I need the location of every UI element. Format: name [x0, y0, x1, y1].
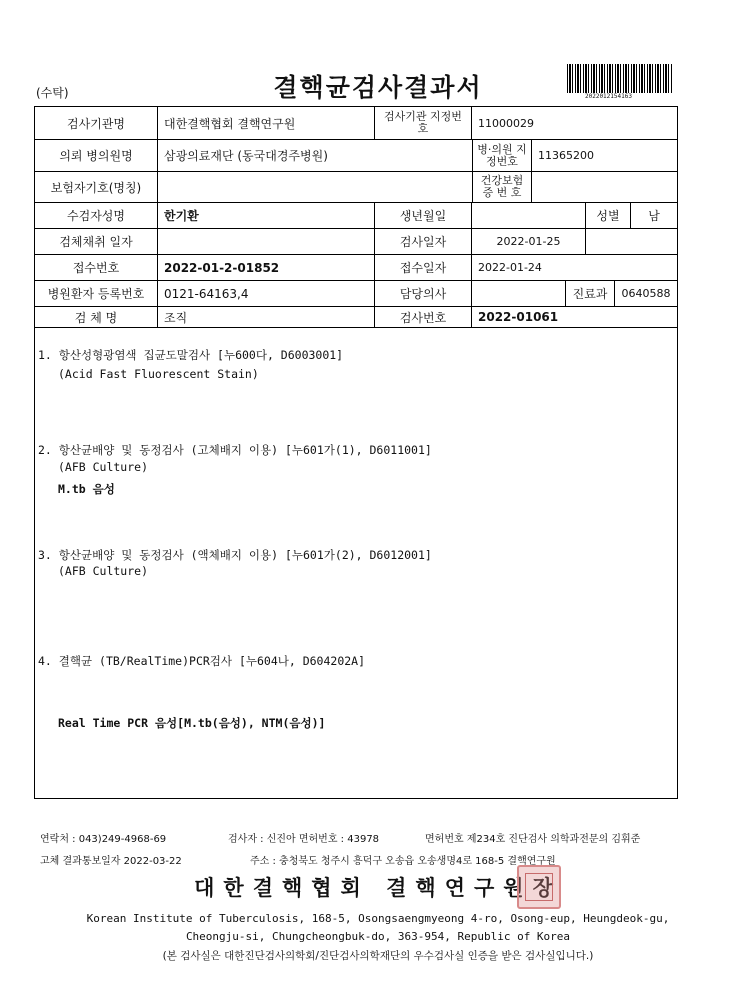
test-date-value: 2022-01-25: [471, 228, 586, 255]
result-2-value: M.tb 음성: [58, 482, 115, 496]
specimen-label: 검 체 명: [34, 306, 158, 328]
result-4-title: 4. 결핵균 (TB/RealTime)PCR검사 [누604나, D604202A]: [38, 654, 366, 668]
collect-date-value: [157, 228, 375, 255]
inst-code-label: 검사기관 지정번호: [374, 106, 472, 140]
report-date: 고체 결과통보일자 2022-03-22: [40, 856, 182, 867]
address: 주소 : 충청북도 청주시 흥덕구 오송읍 오송생명4로 168-5 결핵연구원: [250, 856, 556, 867]
doctor-value: [471, 280, 566, 307]
examiner-info: 검사자 : 신진아 면허번호 : 43978: [228, 834, 380, 845]
health-no-label: 건강보험 증 번 호: [472, 171, 532, 203]
birth-value: [471, 202, 586, 229]
health-no-value: [531, 171, 678, 203]
reg-no-value: 0121-64163,4: [157, 280, 375, 307]
result-3-title: 3. 항산균배양 및 동정검사 (액체배지 이용) [누601가(2), D6012001]: [38, 548, 432, 562]
test-date-blank: [585, 228, 678, 255]
req-hosp-label: 의뢰 병의원명: [34, 139, 158, 172]
patient-name-label: 수검자성명: [34, 202, 158, 229]
test-no-value: 2022-01061: [471, 306, 678, 328]
specimen-value: 조직: [157, 306, 375, 328]
clinic-code-value: 11365200: [531, 139, 678, 172]
test-date-label: 검사일자: [374, 228, 472, 255]
collect-date-label: 검체채취 일자: [34, 228, 158, 255]
result-1-subtitle: (Acid Fast Fluorescent Stain): [58, 367, 259, 381]
document-title: 결핵균검사결과서: [273, 73, 483, 102]
receipt-date-value: 2022-01-24: [471, 254, 678, 281]
dept-label: 진료과: [565, 280, 615, 307]
inst-name-label: 검사기관명: [34, 106, 158, 140]
doctor-label: 담당의사: [374, 280, 472, 307]
inst-code-value: 11000029: [471, 106, 678, 140]
patient-name-value: 한기환: [157, 202, 375, 229]
dept-value: 0640588: [614, 280, 678, 307]
result-4-value: Real Time PCR 음성[M.tb(음성), NTM(음성)]: [58, 716, 326, 730]
result-2-title: 2. 항산균배양 및 동정검사 (고체배지 이용) [누601가(1), D6011001]: [38, 443, 432, 457]
reg-no-label: 병원환자 등록번호: [34, 280, 158, 307]
receipt-date-label: 접수일자: [374, 254, 472, 281]
hospital-name: 대한결핵협회 결핵연구원장: [194, 875, 562, 900]
english-address-line-2: Cheongju-si, Chungcheongbuk-do, 363-954, Republic of Korea: [185, 930, 571, 943]
english-address-line-1: Korean Institute of Tuberculosis, 168-5, Osongsaengmyeong 4-ro, Osong-eup, Heungdeok-gu,: [86, 912, 670, 925]
barcode-number: 2022012154163: [585, 93, 632, 100]
clinic-code-label: 병·의원 지정번호: [472, 139, 532, 172]
barcode: [567, 64, 673, 93]
inst-name-value: 대한결핵협회 결핵연구원: [157, 106, 375, 140]
consign-label: (수탁): [36, 86, 69, 100]
sex-label: 성별: [585, 202, 631, 229]
official-seal: [517, 865, 561, 909]
birth-label: 생년월일: [374, 202, 472, 229]
insurance-value: [157, 171, 473, 203]
sex-value: 남: [630, 202, 678, 229]
test-no-label: 검사번호: [374, 306, 472, 328]
result-2-subtitle: (AFB Culture): [58, 460, 149, 474]
result-3-subtitle: (AFB Culture): [58, 564, 149, 578]
receipt-no-label: 접수번호: [34, 254, 158, 281]
insurance-label: 보험자기호(명칭): [34, 171, 158, 203]
req-hosp-value: 삼광의료재단 (동국대경주병원): [157, 139, 473, 172]
receipt-no-value: 2022-01-2-01852: [157, 254, 375, 281]
result-1-title: 1. 항산성형광염색 집균도말검사 [누600다, D6003001]: [38, 348, 344, 362]
contact-info: 연락처 : 043)249-4968-69: [40, 834, 167, 845]
certification-note: (본 검사실은 대한진단검사의학회/진단검사의학재단의 우수검사실 인증을 받은 검사실입니다.): [162, 950, 594, 962]
license-info: 면허번호 제234호 진단검사 의학과전문의 김휘준: [425, 834, 641, 845]
